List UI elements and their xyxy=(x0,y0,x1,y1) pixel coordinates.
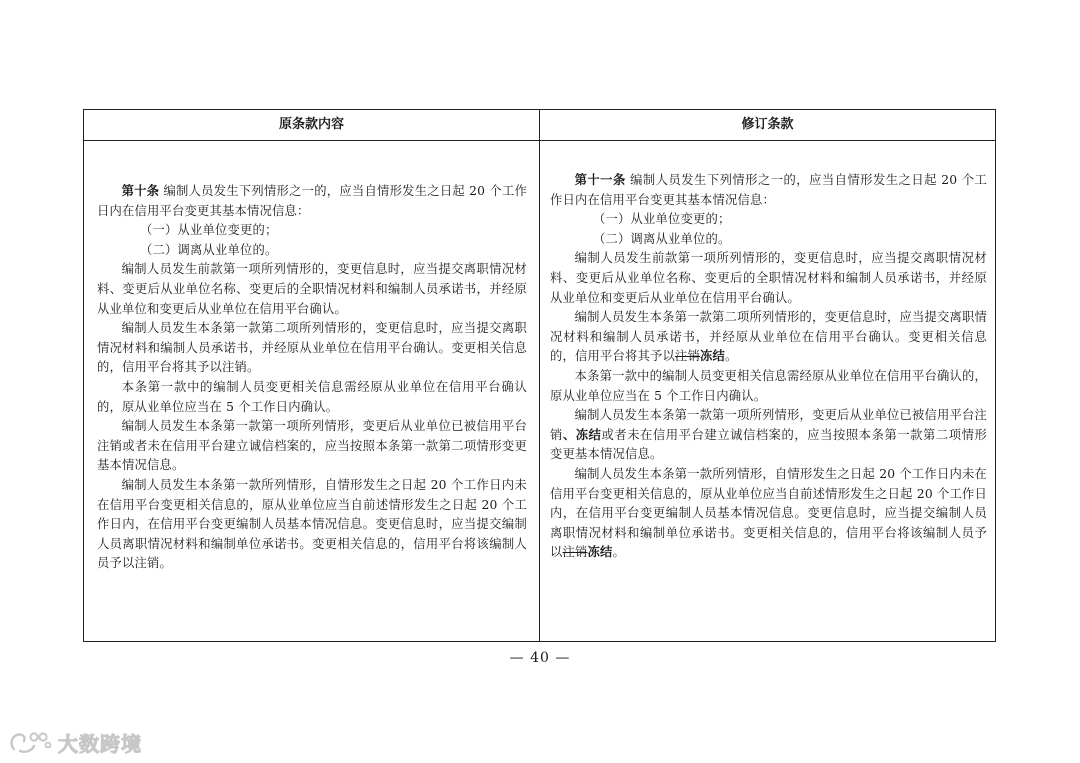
revised-paragraph-6-text: 编制人员发生本条第一款所列情形，自情形发生之日起 20 个工作日内未在信用平台变更相关信息的，原从业单位应当自前述情形发生之日起 20 个工作日内，在信用平台变更编制人员基本情况信息。变更信息时，应当提交编制人员离职情况材料和编制单位承诺书。变更相关信息的，信用平台将该编制人员予以 xyxy=(550,466,987,560)
header-revised-clause: 修订条款 xyxy=(741,117,794,132)
original-paragraph-5: 编制人员发生本条第一款第一项所列情形，变更后从业单位已被信用平台注销或者未在信用平台建立诚信档案的，应当按照本条第一款第二项情形变更基本情况信息。 xyxy=(97,419,527,473)
revised-paragraph-6-end: 。 xyxy=(612,545,625,560)
revised-article-number: 第十一条 xyxy=(574,173,626,187)
inserted-text: 、冻结 xyxy=(562,427,602,442)
inserted-text: 冻结 xyxy=(699,349,725,364)
revised-item-2: （二）调离从业单位的。 xyxy=(593,231,731,246)
revised-paragraph-2: 编制人员发生前款第一项所列情形的，变更信息时，应当提交离职情况材料、变更后从业单位名称、变更后的全职情况材料和编制人员承诺书，并经原从业单位和变更后从业单位在信用平台确认。 xyxy=(550,251,987,305)
revised-paragraph-5-text-a: 编制人员发生本条第一款第一项所列情形，变更后从业单位已被信用平台注销 xyxy=(550,408,987,442)
original-paragraph-3: 编制人员发生本条第一款第二项所列情形的，变更信息时，应当提交离职情况材料和编制人员承诺书，并经原从业单位在信用平台确认。变更相关信息的，信用平台将其予以注销。 xyxy=(97,321,527,375)
revised-paragraph-5 xyxy=(550,406,987,465)
revised-paragraph-3 xyxy=(550,308,987,367)
inserted-text: 冻结 xyxy=(587,545,613,560)
revised-paragraph-1-text: 编制人员发生下列情形之一的，应当自情形发生之日起 20 个工作日内在信用平台变更其基本情况信息： xyxy=(550,173,987,207)
table-header-row xyxy=(84,110,995,141)
header-original-clause: 原条款内容 xyxy=(278,117,344,132)
watermark xyxy=(8,728,142,756)
revised-paragraph-5-text-b: 或者未在信用平台建立诚信档案的，应当按照本条第一款第二项情形变更基本情况信息。 xyxy=(550,427,987,462)
original-article-number: 第十条 xyxy=(121,184,160,198)
original-item-2: （二）调离从业单位的。 xyxy=(140,242,278,257)
revised-paragraph-3-text: 编制人员发生本条第一款第二项所列情形的，变更信息时，应当提交离职情况材料和编制人员承诺书，并经原从业单位在信用平台确认。变更相关信息的，信用平台将其予以 xyxy=(550,310,987,364)
revised-paragraph-4: 本条第一款中的编制人员变更相关信息需经原从业单位在信用平台确认的，原从业单位应当在 5 个工作日内确认。 xyxy=(550,368,987,403)
revised-paragraph-3-end: 。 xyxy=(724,349,738,364)
comparison-table xyxy=(83,109,996,642)
revised-item-1: （一）从业单位变更的； xyxy=(593,212,731,227)
revised-paragraph-6 xyxy=(550,465,987,563)
logo-icon xyxy=(8,729,52,755)
original-paragraph-2: 编制人员发生前款第一项所列情形的，变更信息时，应当提交离职情况材料、变更后从业单位名称、变更后的全职情况材料和编制人员承诺书，并经原从业单位和变更后从业单位在信用平台确认。 xyxy=(97,262,527,316)
deleted-text: 注销 xyxy=(562,545,588,560)
revised-paragraph-1 xyxy=(550,171,987,210)
original-paragraph-4: 本条第一款中的编制人员变更相关信息需经原从业单位在信用平台确认的，原从业单位应当在 5 个工作日内确认。 xyxy=(97,379,527,414)
original-paragraph-1-text: 编制人员发生下列情形之一的，应当自情形发生之日起 20 个工作日内在信用平台变更其基本情况信息： xyxy=(97,184,527,218)
original-clause-cell xyxy=(84,141,539,641)
original-paragraph-6: 编制人员发生本条第一款所列情形，自情形发生之日起 20 个工作日内未在信用平台变更相关信息的，原从业单位应当自前述情形发生之日起 20 个工作日内，在信用平台变更编制人员基本情况信息。变更信息时，应当提交编制人员离职情况材料和编制单位承诺书。变更相关信息的，信用平台将该编制人员予以注销。 xyxy=(97,477,527,571)
original-item-1: （一）从业单位变更的； xyxy=(140,223,278,238)
original-paragraph-1 xyxy=(97,182,527,221)
watermark-text: 大数跨境 xyxy=(58,731,142,756)
deleted-text: 注销 xyxy=(674,349,700,364)
revised-clause-cell xyxy=(540,141,995,641)
page-number: — 40 — xyxy=(509,650,571,666)
